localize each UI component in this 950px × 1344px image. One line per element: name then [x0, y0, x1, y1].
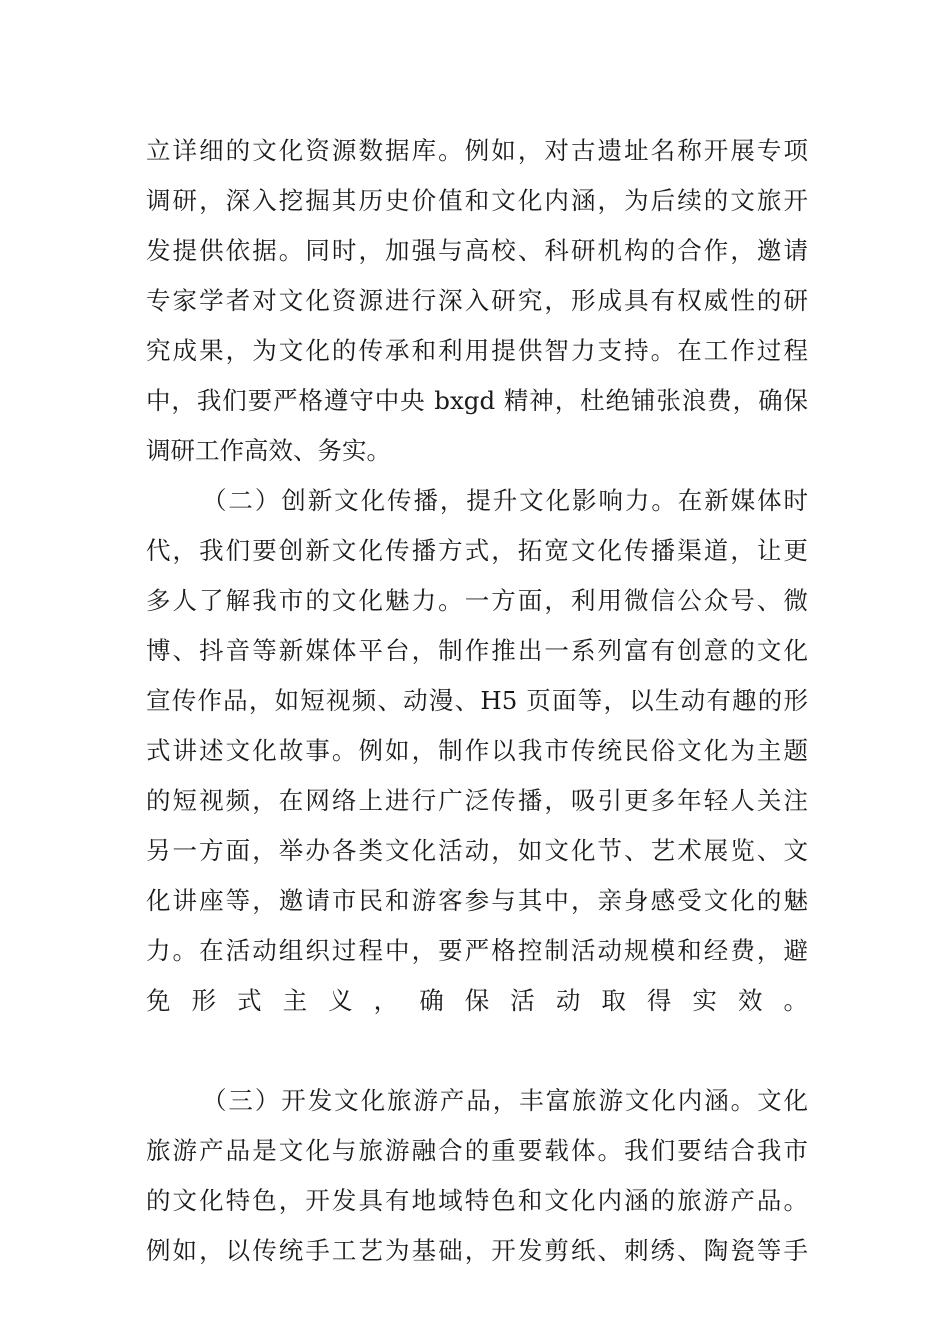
text-line: 中，我们要严格遵守中央 bxgd 精神，杜绝铺张浪费，确保 — [146, 386, 808, 415]
text-line: 化讲座等，邀请市民和游客参与其中，亲身感受文化的魅 — [146, 886, 808, 915]
text-line: 调研工作高效、务实。 — [146, 436, 391, 465]
text-line: 发提供依据。同时，加强与高校、科研机构的合作，邀请 — [146, 236, 808, 265]
text-line: 的文化特色，开发具有地域特色和文化内涵的旅游产品。 — [146, 1186, 808, 1215]
document-body — [146, 126, 808, 1276]
text-line: 的短视频，在网络上进行广泛传播，吸引更多年轻人关注 — [146, 786, 808, 815]
text-line: 宣传作品，如短视频、动漫、H5 页面等，以生动有趣的形 — [146, 686, 808, 715]
text-line — [146, 1026, 808, 1076]
paragraph — [146, 476, 808, 1076]
text-line: 调研，深入挖掘其历史价值和文化内涵，为后续的文旅开 — [146, 186, 808, 215]
text-line: 另一方面，举办各类文化活动，如文化节、艺术展览、文 — [146, 836, 808, 865]
paragraph — [146, 126, 808, 476]
text-line: 力。在活动组织过程中，要严格控制活动规模和经费，避 — [146, 936, 808, 965]
text-line: 博、抖音等新媒体平台，制作推出一系列富有创意的文化 — [146, 636, 808, 665]
text-line: 究成果，为文化的传承和利用提供智力支持。在工作过程 — [146, 336, 808, 365]
text-line: 立详细的文化资源数据库。例如，对古遗址名称开展专项 — [146, 136, 808, 165]
text-line: 例如，以传统手工艺为基础，开发剪纸、刺绣、陶瓷等手 — [146, 1236, 808, 1265]
text-line: 式讲述文化故事。例如，制作以我市传统民俗文化为主题 — [146, 736, 808, 765]
paragraph — [146, 1076, 808, 1276]
text-line: 免形式主义，确保活动取得实效。 — [146, 986, 808, 1015]
text-line: 多人了解我市的文化魅力。一方面，利用微信公众号、微 — [146, 586, 808, 615]
text-line: 旅游产品是文化与旅游融合的重要载体。我们要结合我市 — [146, 1136, 808, 1165]
text-line: （二）创新文化传播，提升文化影响力。在新媒体时 — [202, 486, 808, 515]
text-line: 代，我们要创新文化传播方式，拓宽文化传播渠道，让更 — [146, 536, 808, 565]
text-line: （三）开发文化旅游产品，丰富旅游文化内涵。文化 — [202, 1086, 808, 1115]
text-line: 专家学者对文化资源进行深入研究，形成具有权威性的研 — [146, 286, 808, 315]
